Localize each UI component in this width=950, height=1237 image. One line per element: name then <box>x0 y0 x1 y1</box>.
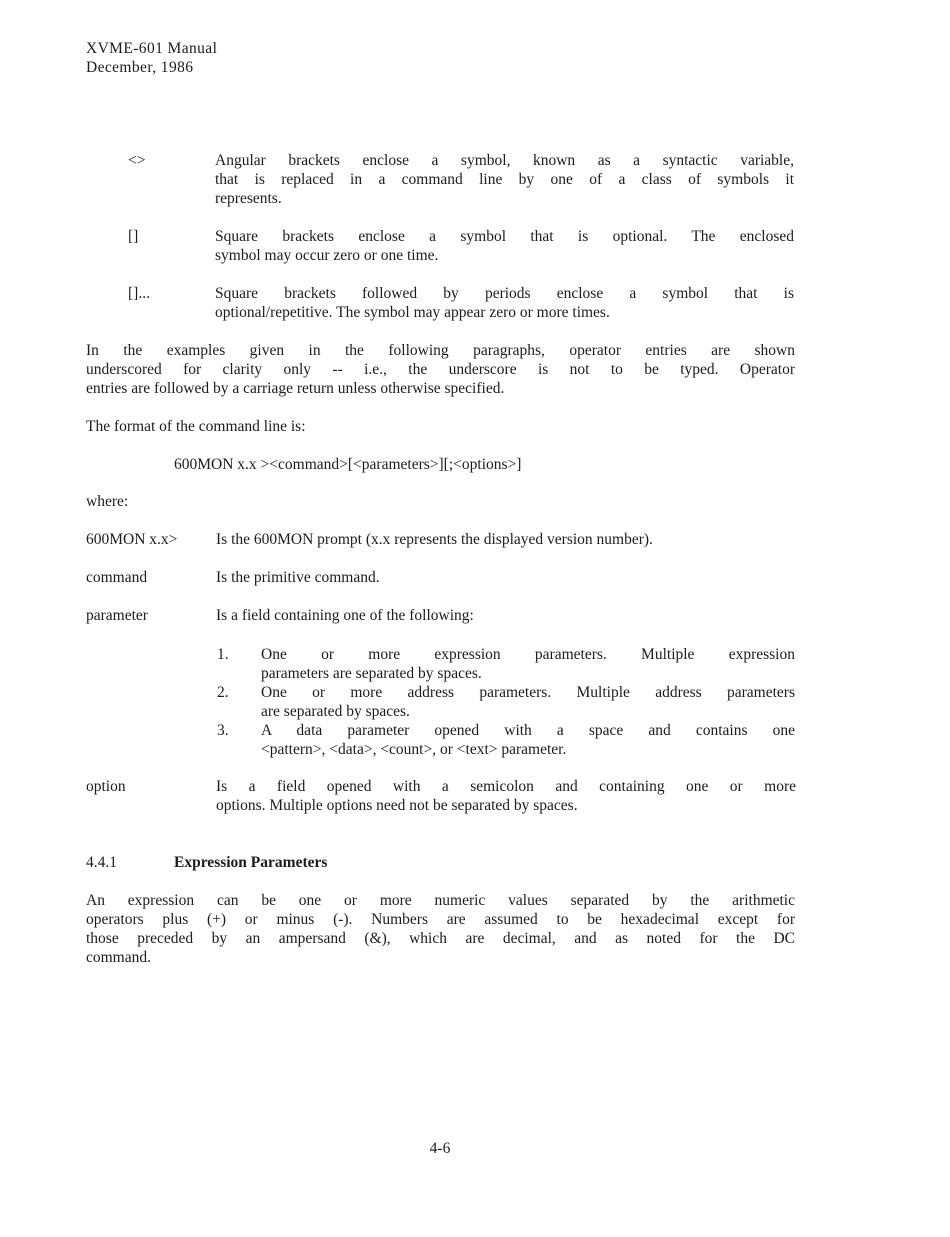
symbol-convention-repetitive <box>86 284 796 322</box>
header-date: December, 1986 <box>86 59 194 76</box>
list-line: <pattern>, <data>, <count>, or <text> parameter. <box>261 741 567 758</box>
description-line: symbol may occur zero or one time. <box>215 247 439 264</box>
page-header <box>86 39 217 77</box>
section-number: 4.4.1 <box>86 854 117 871</box>
paragraph-line: command. <box>86 949 151 966</box>
paragraph-line: entries are followed by a carriage return unless otherwise specified. <box>86 380 505 397</box>
list-item <box>216 721 796 759</box>
page-number: 4-6 <box>429 1140 451 1157</box>
list-number: 3. <box>217 722 229 739</box>
paragraph-line: In the examples given in the following paragraphs, operator entries are shown <box>86 342 795 359</box>
format-intro: The format of the command line is: <box>86 418 306 435</box>
list-item <box>216 683 796 721</box>
symbol-description <box>215 284 794 322</box>
list-line: One or more expression parameters. Multiple expression <box>261 646 795 663</box>
definition-term-command: command <box>86 569 148 586</box>
description-line: represents. <box>215 190 282 207</box>
symbol-convention-square <box>86 227 796 265</box>
list-text <box>261 683 795 721</box>
list-text <box>261 721 795 759</box>
list-line: A data parameter opened with a space and contains one <box>261 722 795 739</box>
symbol-convention-angular <box>86 151 796 208</box>
symbol-description <box>215 227 794 265</box>
paragraph-line: An expression can be one or more numeric values separated by the arithmetic <box>86 892 795 909</box>
list-number: 1. <box>217 646 229 663</box>
description-line: optional/repetitive. The symbol may appear zero or more times. <box>215 304 610 321</box>
symbol-square-brackets: [] <box>128 228 139 245</box>
definition-term-parameter: parameter <box>86 607 148 624</box>
description-line: Square brackets enclose a symbol that is optional. The enclosed <box>215 228 794 245</box>
symbol-square-brackets-periods: []... <box>128 285 150 302</box>
paragraph-line: underscored for clarity only -- i.e., the underscore is not to be typed. Operator <box>86 361 795 378</box>
paragraph-line: those preceded by an ampersand (&), which are decimal, and as noted for the DC <box>86 930 795 947</box>
where-label: where: <box>86 493 129 510</box>
definition-desc-prompt: Is the 600MON prompt (x.x represents the displayed version number). <box>216 531 653 548</box>
list-item <box>216 645 796 683</box>
section-title: Expression Parameters <box>174 854 328 871</box>
parameter-list <box>216 645 796 759</box>
expression-paragraph <box>86 891 795 967</box>
paragraph-line: operators plus (+) or minus (-). Numbers are assumed to be hexadecimal except for <box>86 911 795 928</box>
symbol-angular-brackets: <> <box>128 152 146 169</box>
definition-line: Is a field opened with a semicolon and containing one or more <box>216 778 796 795</box>
symbol-description <box>215 151 794 208</box>
list-line: One or more address parameters. Multiple address parameters <box>261 684 795 701</box>
description-line: Angular brackets enclose a symbol, known as a syntactic variable, <box>215 152 794 169</box>
header-title: XVME-601 Manual <box>86 40 218 57</box>
definition-term-prompt: 600MON x.x> <box>86 531 178 548</box>
list-line: are separated by spaces. <box>261 703 410 720</box>
command-line-format: 600MON x.x ><command>[<parameters>][;<options>] <box>174 456 522 473</box>
list-text <box>261 645 795 683</box>
definition-term-option: option <box>86 778 126 795</box>
examples-paragraph <box>86 341 795 398</box>
definition-desc-option <box>216 777 796 815</box>
definition-desc-command: Is the primitive command. <box>216 569 380 586</box>
list-line: parameters are separated by spaces. <box>261 665 482 682</box>
list-number: 2. <box>217 684 229 701</box>
definition-desc-parameter: Is a field containing one of the following: <box>216 607 474 624</box>
description-line: that is replaced in a command line by one of a class of symbols it <box>215 171 794 188</box>
definition-line: options. Multiple options need not be separated by spaces. <box>216 797 578 814</box>
description-line: Square brackets followed by periods enclose a symbol that is <box>215 285 794 302</box>
